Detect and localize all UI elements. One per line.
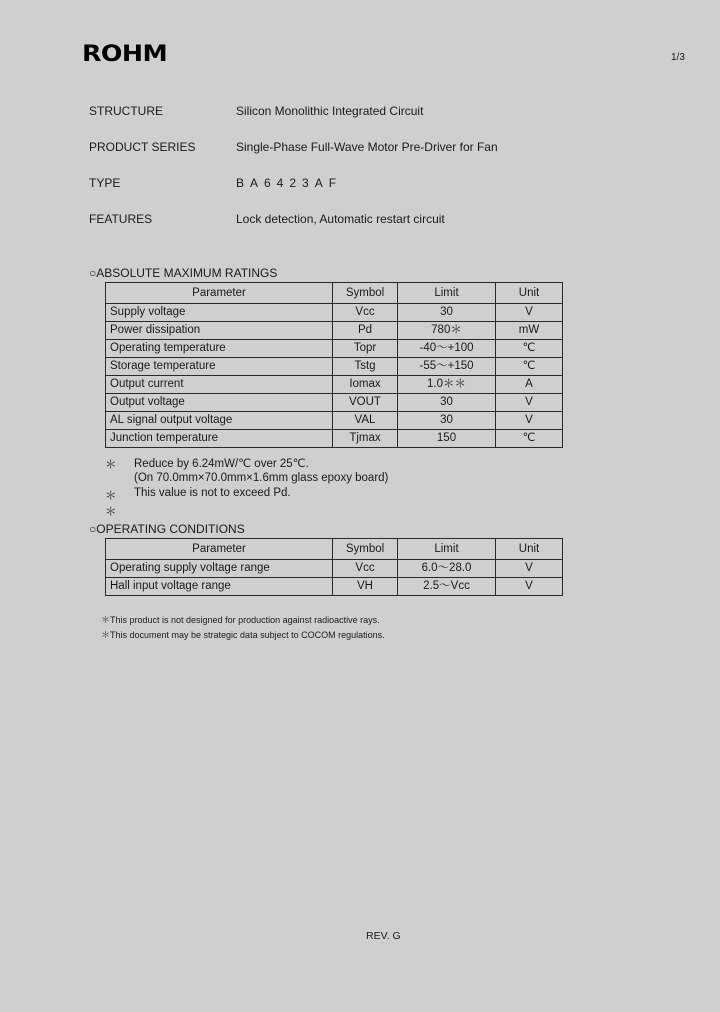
cell-limit: -40～+100 [398, 340, 496, 358]
table-row [106, 322, 563, 340]
cell-symbol: VH [333, 578, 398, 596]
table-header-row [106, 539, 563, 560]
spec-features [89, 212, 649, 228]
cell-symbol: Iomax [333, 376, 398, 394]
header-limit: Limit [398, 283, 496, 304]
table-row [106, 394, 563, 412]
cell-symbol: Tjmax [333, 430, 398, 448]
cell-limit: 30 [398, 304, 496, 322]
cell-symbol: Vcc [333, 304, 398, 322]
spec-product-series [89, 140, 649, 156]
cell-symbol: Pd [333, 322, 398, 340]
cell-unit: V [496, 560, 563, 578]
table-row [106, 304, 563, 322]
footnote-radioactive: ＊This product is not designed for production against radioactive rays. [101, 615, 380, 625]
spec-label: TYPE [89, 176, 121, 190]
table-row [106, 430, 563, 448]
cell-symbol: VAL [333, 412, 398, 430]
spec-value: Silicon Monolithic Integrated Circuit [236, 104, 424, 118]
note-mark: ＊ [105, 459, 117, 471]
cell-parameter: Operating temperature [106, 340, 333, 358]
spec-label: FEATURES [89, 212, 153, 226]
footnote-cocom: ＊This document may be strategic data subject to COCOM regulations. [101, 630, 385, 640]
note-mark: ＊＊ [105, 490, 117, 518]
cell-unit: mW [496, 322, 563, 340]
cell-parameter: Supply voltage [106, 304, 333, 322]
cell-unit: V [496, 394, 563, 412]
abs-max-table [105, 282, 563, 448]
cell-unit: ℃ [496, 430, 563, 448]
spec-value: Lock detection, Automatic restart circuit [236, 212, 445, 226]
cell-parameter: Storage temperature [106, 358, 333, 376]
cell-symbol: VOUT [333, 394, 398, 412]
cell-limit: 30 [398, 394, 496, 412]
page-number: 1/3 [671, 52, 685, 63]
spec-value: BA6423AF [236, 176, 343, 190]
table-row [106, 376, 563, 394]
spec-label: PRODUCT SERIES [89, 140, 196, 154]
cell-parameter: Power dissipation [106, 322, 333, 340]
cell-limit: 780＊ [398, 322, 496, 340]
cell-limit: -55～+150 [398, 358, 496, 376]
spec-label: STRUCTURE [89, 104, 163, 118]
note-text: Reduce by 6.24mW/℃ over 25℃. [134, 458, 309, 470]
spec-type [89, 176, 649, 192]
header-limit: Limit [398, 539, 496, 560]
table-row [106, 358, 563, 376]
abs-max-title: ○ABSOLUTE MAXIMUM RATINGS [89, 266, 278, 280]
table-row [106, 340, 563, 358]
cell-parameter: AL signal output voltage [106, 412, 333, 430]
table-row [106, 560, 563, 578]
table-row [106, 412, 563, 430]
cell-symbol: Vcc [333, 560, 398, 578]
note-text: This value is not to exceed Pd. [134, 487, 291, 499]
table-header-row [106, 283, 563, 304]
cell-unit: V [496, 412, 563, 430]
cell-parameter: Output current [106, 376, 333, 394]
cell-limit: 150 [398, 430, 496, 448]
header-symbol: Symbol [333, 283, 398, 304]
cell-unit: A [496, 376, 563, 394]
spec-structure [89, 104, 649, 120]
header-unit: Unit [496, 283, 563, 304]
cell-symbol: Tstg [333, 358, 398, 376]
op-cond-title: ○OPERATING CONDITIONS [89, 522, 245, 536]
header-symbol: Symbol [333, 539, 398, 560]
cell-unit: ℃ [496, 358, 563, 376]
cell-parameter: Junction temperature [106, 430, 333, 448]
header-parameter: Parameter [106, 283, 333, 304]
cell-parameter: Hall input voltage range [106, 578, 333, 596]
cell-limit: 1.0＊＊ [398, 376, 496, 394]
cell-limit: 2.5～Vcc [398, 578, 496, 596]
cell-symbol: Topr [333, 340, 398, 358]
cell-limit: 6.0～28.0 [398, 560, 496, 578]
header-unit: Unit [496, 539, 563, 560]
cell-limit: 30 [398, 412, 496, 430]
cell-unit: V [496, 304, 563, 322]
cell-parameter: Operating supply voltage range [106, 560, 333, 578]
op-cond-table [105, 538, 563, 596]
note-text: (On 70.0mm×70.0mm×1.6mm glass epoxy board) [134, 472, 389, 484]
rohm-logo: ROHM [82, 42, 168, 67]
cell-parameter: Output voltage [106, 394, 333, 412]
table-row [106, 578, 563, 596]
revision-label: REV. G [366, 930, 401, 942]
header-parameter: Parameter [106, 539, 333, 560]
spec-value: Single-Phase Full-Wave Motor Pre-Driver for Fan [236, 140, 498, 154]
cell-unit: V [496, 578, 563, 596]
cell-unit: ℃ [496, 340, 563, 358]
